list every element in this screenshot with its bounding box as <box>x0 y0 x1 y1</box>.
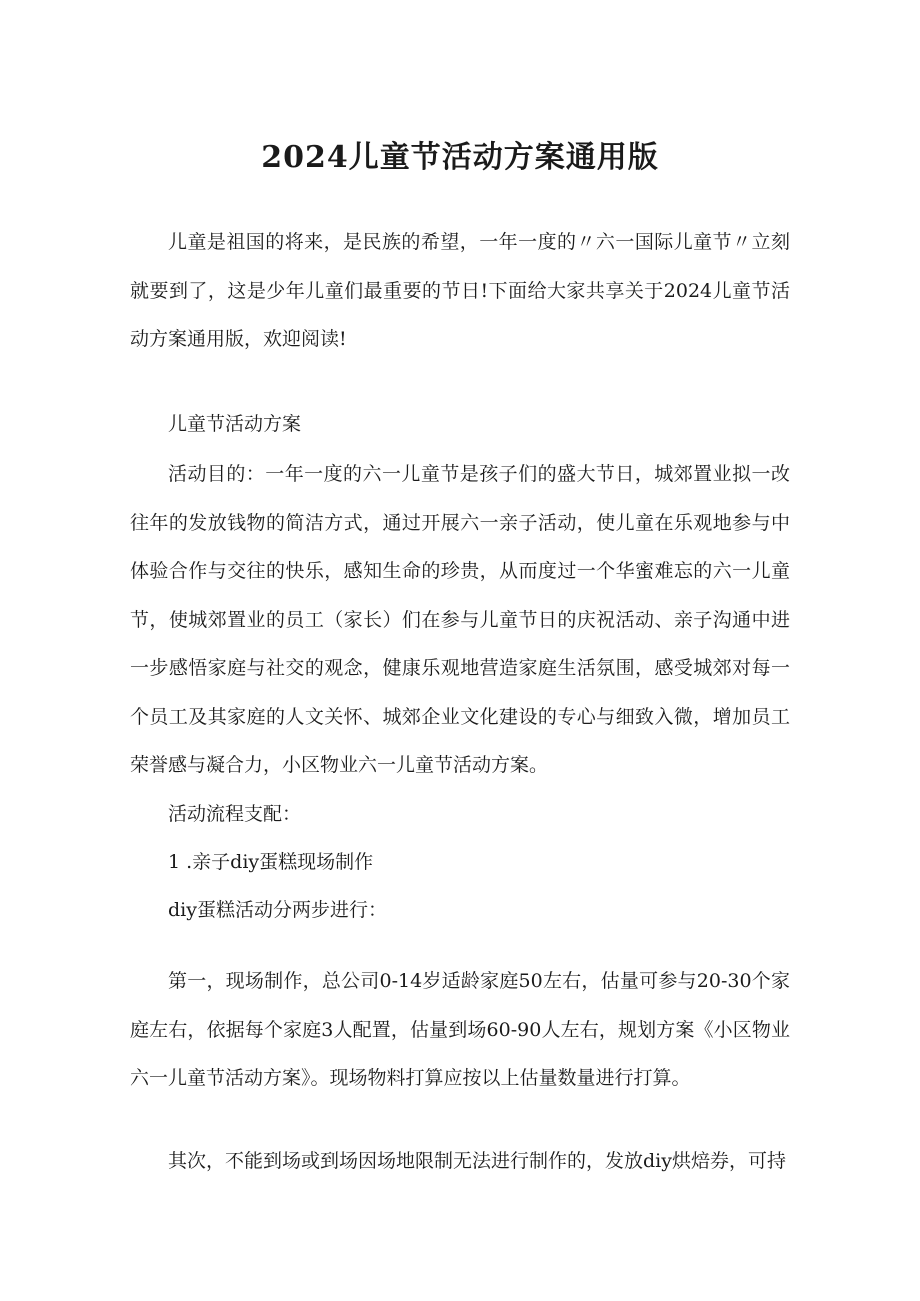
process-heading: 活动流程支配： <box>168 803 302 825</box>
intro-paragraph: 儿童是祖国的将来，是民族的希望，一年一度的〃六一国际儿童节〃立刻就要到了，这是少年儿童们最重要的节日!下面给大家共享关于2024儿童节活动方案通用版，欢迎阅读! <box>130 231 790 350</box>
step-two-paragraph: 其次，不能到场或到场因场地限制无法进行制作的，发放diy烘焙券，可持 <box>168 1150 786 1172</box>
steps-intro: diy蛋糕活动分两步进行： <box>168 899 387 921</box>
list-item-1: 1 .亲子diy蛋糕现场制作 <box>168 851 374 873</box>
step-one-paragraph: 第一，现场制作，总公司0-14岁适龄家庭50左右，估量可参与20-30个家庭左右，依据每个家庭3人配置，估量到场60-90人左右，规划方案《小区物业六一儿童节活动方案》。现场物料打算应按以上估量数量进行打算。 <box>130 970 790 1089</box>
document-title: 2024儿童节活动方案通用版 <box>261 140 659 175</box>
section-heading: 儿童节活动方案 <box>168 413 302 435</box>
purpose-paragraph: 活动目的：一年一度的六一儿童节是孩子们的盛大节日，城郊置业拟一改往年的发放钱物的简洁方式，通过开展六一亲子活动，使儿童在乐观地参与中体验合作与交往的快乐，感知生命的珍贵，从而度过一个华蜜难忘的六一儿童节，使城郊置业的员工（家长）们在参与儿童节日的庆祝活动、亲子沟通中进一步感悟家庭与社交的观念，健康乐观地营造家庭生活氛围，感受城郊对每一个员工及其家庭的人文关怀、城郊企业文化建设的专心与细致入微，增加员工荣誉感与凝合力，小区物业六一儿童节活动方案。 <box>130 463 790 776</box>
